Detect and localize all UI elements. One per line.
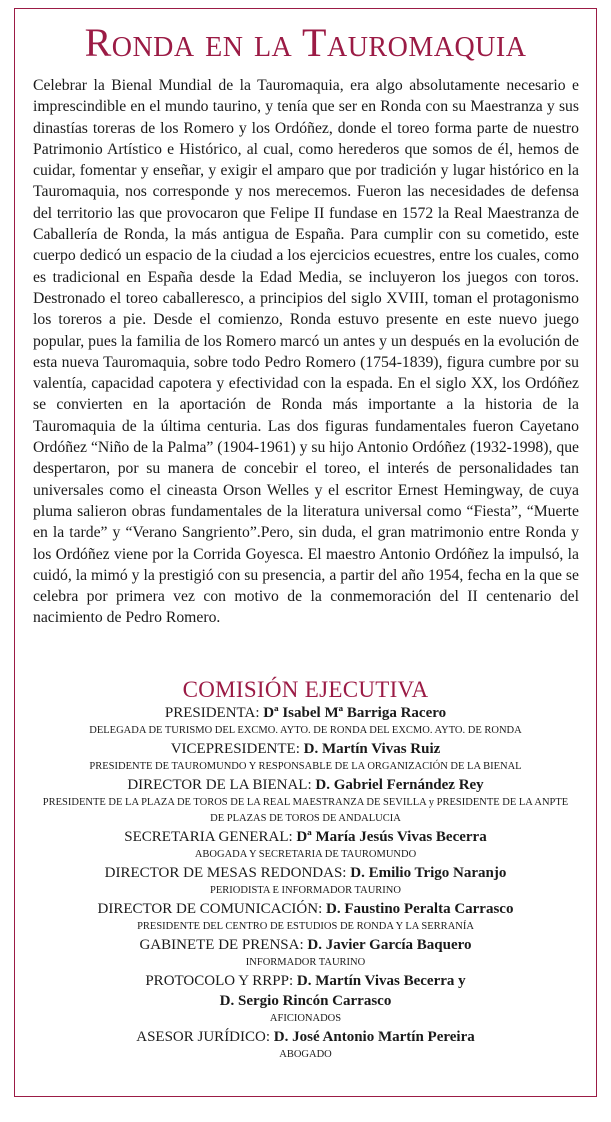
member-role: DIRECTOR DE COMUNICACIÓN: — [97, 901, 326, 917]
member-vicepresidente — [15, 739, 596, 759]
member-role: SECRETARIA GENERAL: — [124, 829, 297, 845]
committee-section — [15, 677, 596, 1063]
member-name: D. Emilio Trigo Naranjo — [350, 865, 507, 881]
member-description: ABOGADO — [279, 1049, 332, 1060]
member-name: D. Martín Vivas Ruiz — [303, 741, 441, 757]
member-role: VICEPRESIDENTE: — [170, 741, 304, 757]
member-role: PRESIDENTA: — [164, 705, 264, 721]
member-name: D. Martín Vivas Becerra y — [296, 973, 466, 989]
member-name: D. José Antonio Martín Pereira — [273, 1029, 475, 1045]
member-description: PRESIDENTE DE LA PLAZA DE TOROS DE LA REAL MAESTRANZA DE SEVILLA y PRESIDENTE DE LA ANPTE DE PLAZAS DE TOROS DE ANDALUCIA — [42, 797, 569, 824]
member-protocolo-second — [15, 991, 596, 1011]
member-name: D. Sergio Rincón Carrasco — [219, 993, 392, 1009]
member-name: Dª María Jesús Vivas Becerra — [296, 829, 487, 845]
member-role: GABINETE DE PRENSA: — [139, 937, 308, 953]
member-description: PERIODISTA E INFORMADOR TAURINO — [210, 885, 401, 896]
member-name: D. Gabriel Fernández Rey — [315, 777, 484, 793]
member-director-bienal — [15, 775, 596, 795]
member-director-comunicacion — [15, 899, 596, 919]
member-name: Dª Isabel Mª Barriga Racero — [263, 705, 447, 721]
member-description: PRESIDENTE DE TAUROMUNDO Y RESPONSABLE DE LA ORGANIZACIÓN DE LA BIENAL — [89, 761, 522, 772]
member-gabinete-prensa — [15, 935, 596, 955]
member-description: ABOGADA Y SECRETARIA DE TAUROMUNDO — [194, 849, 417, 860]
member-secretaria — [15, 827, 596, 847]
member-asesor-juridico — [15, 1027, 596, 1047]
page-frame — [14, 8, 597, 1097]
member-description: DELEGADA DE TURISMO DEL EXCMO. AYTO. DE RONDA DEL EXCMO. AYTO. DE RONDA — [89, 725, 522, 736]
committee-title: COMISIÓN EJECUTIVA — [182, 677, 429, 702]
body-paragraph: Celebrar la Bienal Mundial de la Tauromaquia, era algo absolutamente necesario e imprescindible en el mundo taurino, y tenía que ser en Ronda con su Maestranza y sus dinastías toreras de los Romero y los Ordóñez, donde el toreo forma parte de nuestro Patrimonio Artístico e Histórico, al cual, como herederos que somos de él, hemos de cuidar, fomentar y enseñar, y exigir el amparo que por tradición y lugar histórico en la Tauromaquia, nos corresponde y nos merecemos. Fueron las necesidades de defensa del territorio las que provocaron que Felipe II fundase en 1572 la Real Maestranza de Caballería de Ronda, la más antigua de España. Para cumplir con su cometido, este cuerpo dedicó un espacio de la ciudad a los ejercicios ecuestres, entre los cuales, como es tradicional en España desde la Edad Media, se incluyeron los juegos con toros. Destronado el toreo caballeresco, a principios del siglo XVIII, toman el protagonismo los toreros a pie. Desde el comienzo, Ronda estuvo presente en este nuevo juego popular, pues la familia de los Romero marcó un antes y un después en la evolución de esta nueva Tauromaquia, sobre todo Pedro Romero (1754-1839), figura cumbre por su valentía, capacidad capotera y efectividad con la espada. En el siglo XX, los Ordóñez se convierten en la aportación de Ronda más importante a la historia de la Tauromaquia de la última centuria. Las dos figuras fundamentales fueron Cayetano Ordóñez “Niño de la Palma” (1904-1961) y su hijo Antonio Ordóñez (1932-1998), que despertaron, por su manera de concebir el toreo, el interés de personalidades tan universales como el cineasta Orson Welles y el escritor Ernest Hemingway, de cuya pluma salieron obras fundamentales de la literatura universal como “Fiesta”, “Muerte en la tarde” y “Verano Sangriento”.Pero, sin duda, el gran matrimonio entre Ronda y los Ordóñez viene por la Corrida Goyesca. El maestro Antonio Ordóñez la impulsó, la cuidó, la mimó y la prestigió con su presencia, a partir del año 1954, fecha en la que se celebra por primera vez con motivo de la conmemoración del II centenario del nacimiento de Pedro Romero. — [33, 77, 579, 627]
member-director-mesas — [15, 863, 596, 883]
page-title: Ronda en la Tauromaquia — [84, 20, 527, 65]
member-description: AFICIONADOS — [269, 1013, 342, 1024]
member-protocolo — [15, 971, 596, 991]
member-role: DIRECTOR DE LA BIENAL: — [127, 777, 316, 793]
member-description: INFORMADOR TAURINO — [245, 957, 366, 968]
member-presidenta — [15, 703, 596, 723]
member-description: PRESIDENTE DEL CENTRO DE ESTUDIOS DE RONDA Y LA SERRANÍA — [137, 921, 474, 932]
member-role: DIRECTOR DE MESAS REDONDAS: — [104, 865, 351, 881]
member-role: ASESOR JURÍDICO: — [136, 1029, 274, 1045]
member-name: D. Javier García Baquero — [307, 937, 472, 953]
member-name: D. Faustino Peralta Carrasco — [326, 901, 514, 917]
member-role: PROTOCOLO Y RRPP: — [145, 973, 297, 989]
